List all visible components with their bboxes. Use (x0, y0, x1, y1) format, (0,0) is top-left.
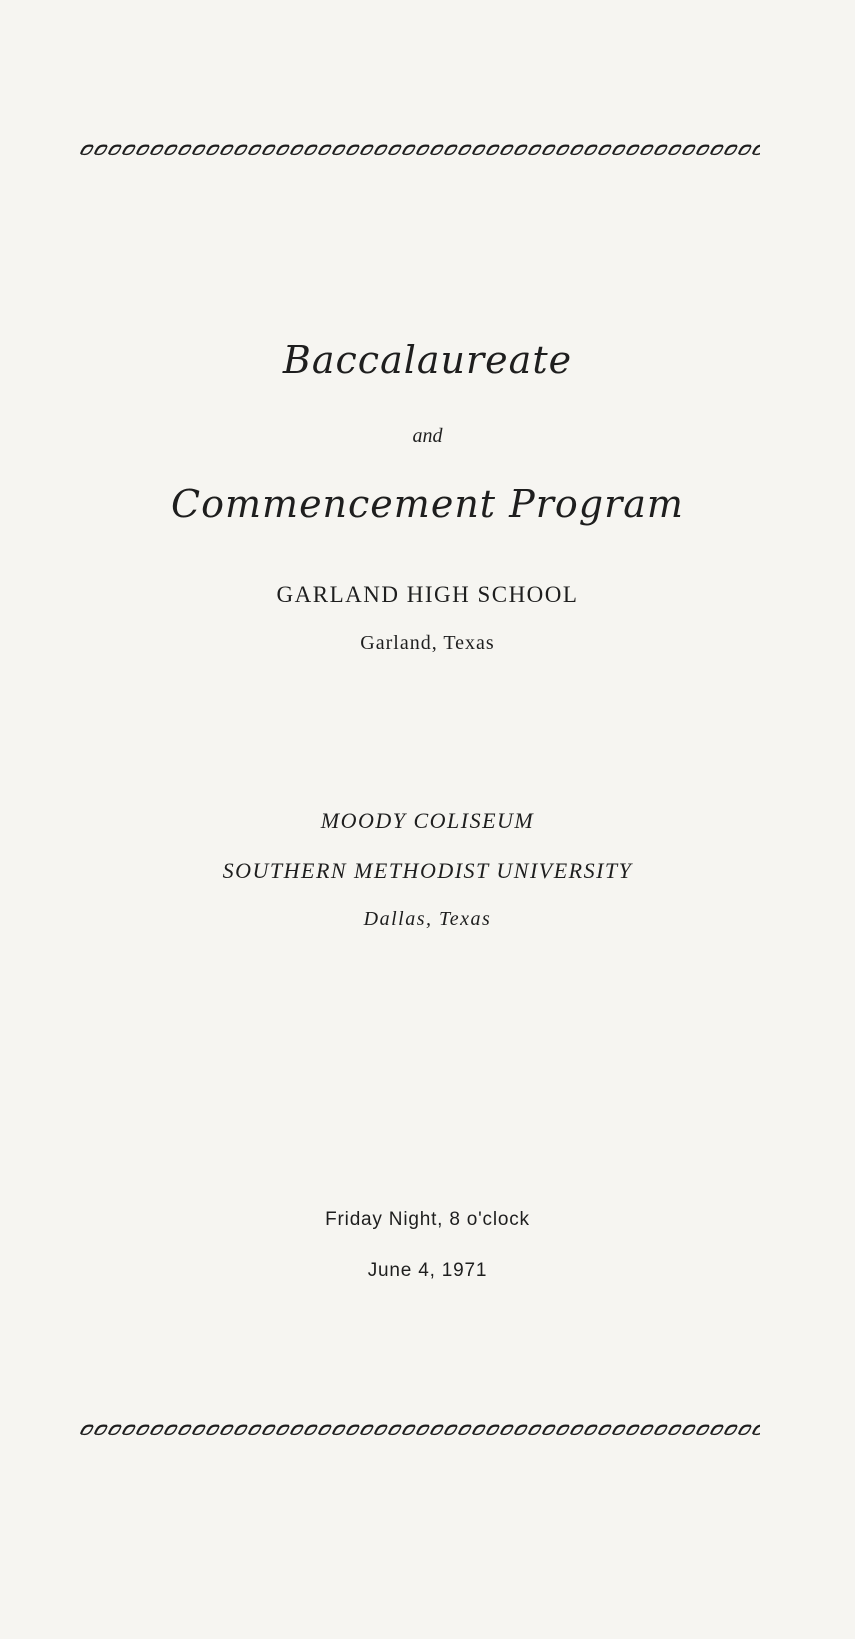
top-ornamental-rule (80, 143, 760, 157)
bottom-ornamental-rule (80, 1423, 760, 1437)
title-conjunction: and (412, 425, 443, 447)
school-name: GARLAND HIGH SCHOOL (276, 582, 579, 607)
event-time: Friday Night, 8 o'clock (325, 1209, 530, 1230)
venue-location: Dallas, Texas (363, 908, 492, 930)
venue-name: MOODY COLISEUM (320, 808, 535, 833)
title-baccalaureate: Baccalaureate (282, 338, 573, 382)
event-date: June 4, 1971 (367, 1260, 488, 1281)
school-location: Garland, Texas (360, 632, 495, 654)
title-commencement-program: Commencement Program (171, 482, 684, 526)
venue-institution: SOUTHERN METHODIST UNIVERSITY (222, 858, 633, 883)
